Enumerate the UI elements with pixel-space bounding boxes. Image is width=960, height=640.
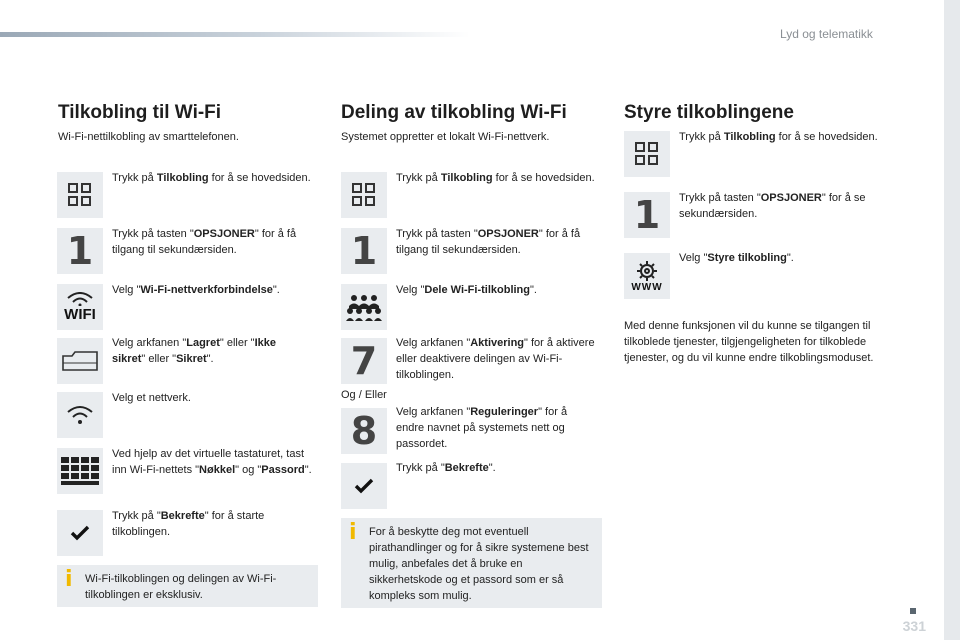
- page-dot: [910, 608, 916, 614]
- col1-title: Tilkobling til Wi-Fi: [58, 102, 222, 123]
- col2-info-note: i For å beskytte deg mot eventuell pirathandlinger og for å sikre systemene best mulig, anbefales det å bruke en sikkerhetskode og et passord som er så kompleks som mulig.: [341, 518, 602, 608]
- section-title: Lyd og telematikk: [780, 27, 873, 41]
- www-gear-icon: [624, 253, 670, 299]
- col2-step-2: Trykk på tasten "OPSJONER" for å få tilgang til sekundærsiden.: [396, 228, 581, 256]
- col3-title: Styre tilkoblingene: [624, 102, 794, 123]
- col1-step-1: Trykk på Tilkobling for å se hovedsiden.: [112, 172, 311, 184]
- info-icon-2: i: [349, 520, 357, 545]
- col1-step-3: Velg "Wi-Fi-nettverkforbindelse".: [112, 284, 280, 296]
- col1-step-6: Ved hjelp av det virtuelle tastaturet, tast inn Wi-Fi-nettets "Nøkkel" og "Passord".: [112, 448, 312, 476]
- col1-step-4: Velg arkfanen "Lagret" eller "Ikke sikret" eller "Sikret".: [112, 337, 276, 365]
- wifi-label: WIFI: [64, 305, 96, 323]
- col2-intro: Systemet oppretter et lokalt Wi-Fi-nettverk.: [341, 131, 550, 143]
- col3-step-3: Velg "Styre tilkobling".: [679, 252, 794, 264]
- step-number-1c: 1: [633, 193, 661, 237]
- step-number-1-box: [57, 228, 103, 274]
- col2-step-3: Velg "Dele Wi-Fi-tilkobling".: [396, 284, 537, 296]
- col1-info-note: i Wi-Fi-tilkoblingen og delingen av Wi-Fi-tilkoblingen er eksklusiv.: [57, 565, 318, 607]
- page-number: 331: [902, 618, 926, 634]
- page-edge-bar: [944, 0, 960, 640]
- keyboard-icon: [57, 448, 103, 494]
- col2-step-4: Velg arkfanen "Aktivering" for å aktivere eller deaktivere delingen av Wi-Fi-tilkoblingen.: [396, 337, 595, 381]
- col1-step-2: Trykk på tasten "OPSJONER" for å få tilgang til sekundærsiden.: [112, 228, 297, 256]
- col2-step-6: Trykk på "Bekrefte".: [396, 462, 496, 474]
- step-number-8: 8: [350, 409, 378, 453]
- step-number-7-box: [341, 338, 387, 384]
- step-number-1: 1: [66, 229, 94, 273]
- tilkobling-icon-2: [341, 172, 387, 218]
- col1-intro: Wi-Fi-nettilkobling av smarttelefonen.: [58, 131, 239, 143]
- col3-paragraph: Med denne funksjonen vil du kunne se tilgangen til tilkoblede tjenester, tilgjengeligheten for tilkoblede tjenester, og du vil kunne endre tilkoblingsmoduset.: [624, 320, 874, 364]
- step-number-1-box-2: [341, 228, 387, 274]
- col3-step-2: Trykk på tasten "OPSJONER" for å se sekundærsiden.: [679, 192, 866, 220]
- confirm-check-icon-2: [341, 463, 387, 509]
- col2-title: Deling av tilkobling Wi-Fi: [341, 102, 567, 123]
- step-number-1-box-3: [624, 192, 670, 238]
- or-label: Og / Eller: [341, 389, 387, 401]
- col2-step-5: Velg arkfanen "Reguleringer" for å endre navnet på systemets nett og passordet.: [396, 406, 568, 450]
- tab-icon: [57, 338, 103, 384]
- step-number-7: 7: [350, 339, 378, 383]
- col2-step-1: Trykk på Tilkobling for å se hovedsiden.: [396, 172, 595, 184]
- col1-step-7: Trykk på "Bekrefte" for å starte tilkoblingen.: [112, 510, 265, 538]
- step-number-1b: 1: [350, 229, 378, 273]
- header-bar: [0, 32, 470, 37]
- wifi-icon: [57, 284, 103, 330]
- col1-step-5: Velg et nettverk.: [112, 392, 191, 404]
- tilkobling-icon-3: [624, 131, 670, 177]
- info-icon: i: [65, 567, 73, 592]
- share-group-icon: [341, 284, 387, 330]
- www-label: WWW: [631, 281, 663, 293]
- wifi-network-icon: [57, 392, 103, 438]
- tilkobling-icon: [57, 172, 103, 218]
- step-number-8-box: [341, 408, 387, 454]
- confirm-check-icon: [57, 510, 103, 556]
- col3-step-1: Trykk på Tilkobling for å se hovedsiden.: [679, 131, 878, 143]
